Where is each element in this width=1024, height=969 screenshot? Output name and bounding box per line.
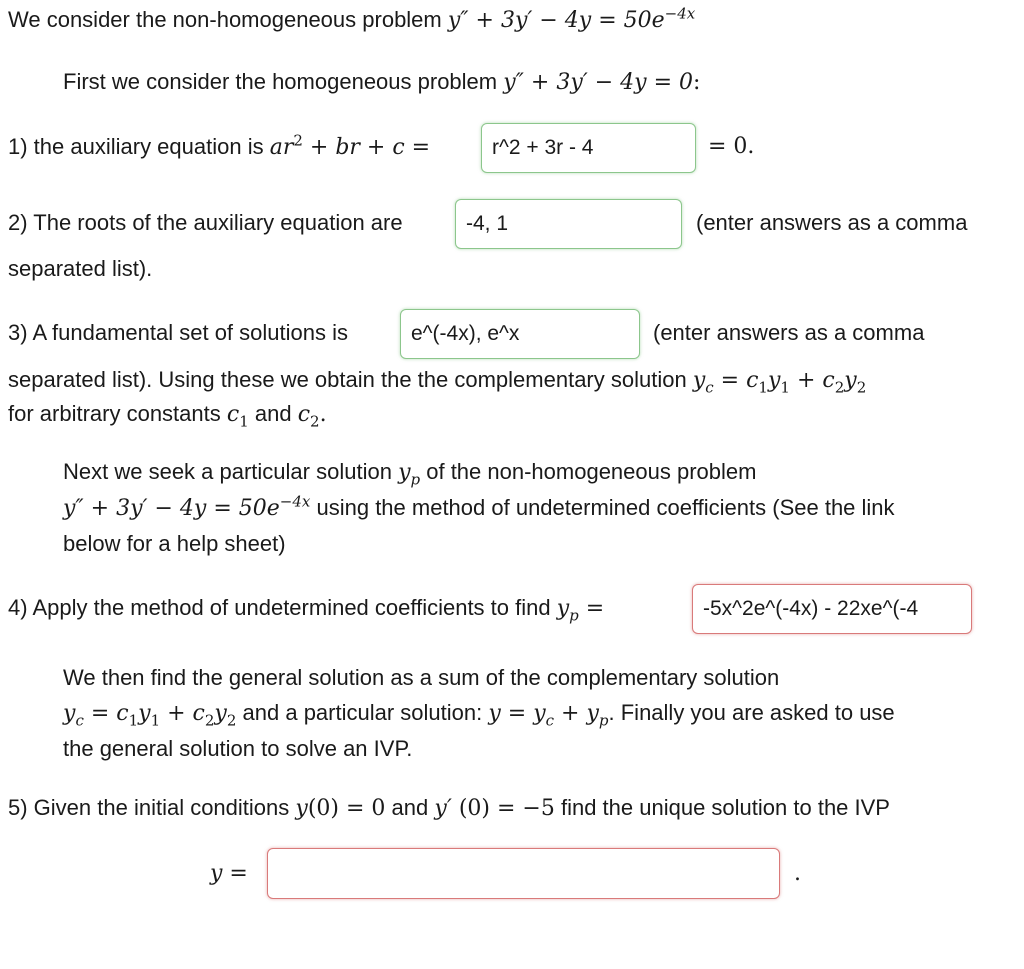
complementary-solution-formula: $y_c = c_1y_1 + c_2y_2$: [692, 368, 867, 397]
q4-prompt: 4) Apply the method of undetermined coefficients to find $y_p$ =: [8, 595, 605, 625]
particular-help-text: below for a help sheet): [63, 531, 286, 556]
general-line-2: $y_c = c_1y_1 + c_2y_2$ and a particular solution: $y = y_c + y_p$. Finally you are asked to use: [63, 700, 895, 730]
q1-rhs: = 0.: [708, 134, 755, 159]
general-line-1: We then find the general solution as a sum of the complementary solution: [63, 665, 780, 690]
q3-prompt: 3) A fundamental set of solutions is: [8, 320, 348, 345]
homogeneous-statement: First we consider the homogeneous problem y″ + 3y′ − 4y = 0:: [63, 69, 701, 95]
homogeneous-equation: y″ + 3y′ − 4y = 0: [503, 70, 693, 95]
particular-equation-line: $y'' + 3y' - 4y = 50e^{-4x}$ using the method of undetermined coefficients (See the link: [63, 492, 895, 521]
particular-intro: Next we seek a particular solution $y_p$ of the non-homogeneous problem: [63, 459, 757, 489]
q3-hint: (enter answers as a comma: [653, 320, 925, 345]
q2-prompt: 2) The roots of the auxiliary equation are: [8, 210, 403, 235]
q2-hint-cont: separated list).: [8, 256, 153, 281]
q2-answer-input[interactable]: -4, 1: [455, 199, 682, 249]
q5-period: .: [794, 861, 801, 886]
q4-answer-input[interactable]: -5x^2e^(-4x) - 22xe^(-4: [692, 584, 972, 634]
problem-equation: y″ + 3y′ − 4y = 50e: [447, 8, 665, 33]
q5-prompt: 5) Given the initial conditions y(0) = 0 and y′ (0) = −5 find the unique solution to the IVP: [8, 795, 890, 821]
q5-y-label: y =: [210, 861, 248, 886]
general-line-3: the general solution to solve an IVP.: [63, 736, 413, 761]
q5-answer-input[interactable]: [267, 848, 780, 899]
q1-prompt: 1) the auxiliary equation is $ar^2$ + br + c =: [8, 131, 431, 160]
q2-hint: (enter answers as a comma: [696, 210, 968, 235]
q1-answer-input[interactable]: r^2 + 3r - 4: [481, 123, 696, 173]
q3-answer-input[interactable]: e^(-4x), e^x: [400, 309, 640, 359]
problem-statement: We consider the non-homogeneous problem $y'' + 3y' - 4y = 50e^{-4x}$: [8, 4, 696, 33]
q3-constants-text: for arbitrary constants $c_1$ and $c_2$.: [8, 401, 327, 431]
q3-complementary-text: separated list). Using these we obtain the the complementary solution $y_c = c_1y_1 + c_2y_2$: [8, 367, 867, 397]
